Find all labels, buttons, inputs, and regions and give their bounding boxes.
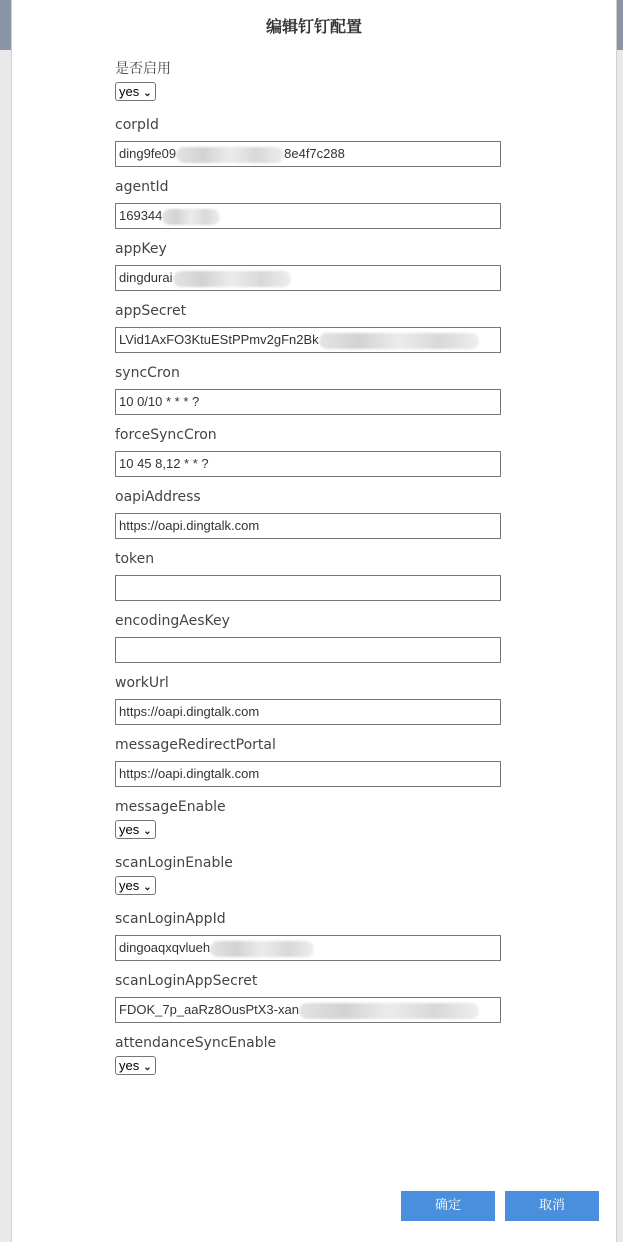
backdrop-top-left	[0, 0, 11, 50]
synccron-label: syncCron	[115, 365, 180, 381]
oapiaddress-label: oapiAddress	[115, 489, 201, 505]
scanloginappid-input[interactable]: dingoaqxqvlueh	[115, 935, 501, 961]
messageredirectportal-label: messageRedirectPortal	[115, 737, 276, 753]
backdrop-top-right	[617, 0, 623, 50]
field-oapiaddress	[115, 488, 501, 539]
chevron-down-icon: ⌄	[143, 1062, 152, 1073]
workurl-label: workUrl	[115, 675, 169, 691]
dialog-title: 编辑钉钉配置	[265, 17, 362, 36]
messageredirectportal-input[interactable]: https://oapi.dingtalk.com	[115, 761, 501, 787]
field-messageredirectportal	[115, 736, 501, 787]
scanloginappsecret-input[interactable]: FDOK_7p_aaRz8OusPtX3-xan	[115, 997, 501, 1023]
field-agentid	[115, 178, 501, 229]
scanloginenable-select[interactable]: yes ⌄	[115, 876, 156, 895]
redacted-blur	[176, 147, 284, 163]
appkey-label: appKey	[115, 241, 167, 257]
chevron-down-icon: ⌄	[143, 88, 152, 99]
chevron-down-icon: ⌄	[143, 826, 152, 837]
field-attendancesyncenable	[115, 1034, 276, 1075]
encodingaeskey-input[interactable]	[115, 637, 501, 663]
synccron-input[interactable]: 10 0/10 * * * ?	[115, 389, 501, 415]
field-enabled	[115, 60, 171, 101]
redacted-blur	[319, 333, 479, 349]
chevron-down-icon: ⌄	[143, 882, 152, 893]
agentid-input[interactable]: 169344	[115, 203, 501, 229]
edit-dingtalk-config-dialog	[11, 0, 617, 1242]
attendancesyncenable-label: attendanceSyncEnable	[115, 1035, 277, 1051]
scanloginenable-label: scanLoginEnable	[115, 855, 233, 871]
field-corpid	[115, 116, 501, 167]
field-scanloginappid	[115, 910, 501, 961]
cancel-button[interactable]: 取消	[505, 1191, 599, 1221]
field-scanloginappsecret	[115, 972, 501, 1023]
redacted-blur	[299, 1003, 479, 1019]
field-scanloginenable	[115, 854, 233, 895]
scanloginappid-label: scanLoginAppId	[115, 911, 226, 927]
token-input[interactable]	[115, 575, 501, 601]
field-token	[115, 550, 501, 601]
messageenable-select[interactable]: yes ⌄	[115, 820, 156, 839]
appkey-input[interactable]: dingdurai	[115, 265, 501, 291]
enabled-label: 是否启用	[115, 61, 171, 77]
appsecret-label: appSecret	[115, 303, 187, 319]
appsecret-input[interactable]: LVid1AxFO3KtuEStPPmv2gFn2Bk	[115, 327, 501, 353]
redacted-blur	[162, 209, 220, 225]
corpid-label: corpId	[115, 117, 159, 133]
field-synccron	[115, 364, 501, 415]
field-workurl	[115, 674, 501, 725]
messageenable-label: messageEnable	[115, 799, 226, 815]
redacted-blur	[210, 941, 314, 957]
backdrop-left	[0, 50, 11, 1242]
field-appkey	[115, 240, 501, 291]
enabled-select[interactable]: yes ⌄	[115, 82, 156, 101]
field-appsecret	[115, 302, 501, 353]
field-encodingaeskey	[115, 612, 501, 663]
attendancesyncenable-select[interactable]: yes ⌄	[115, 1056, 156, 1075]
scanloginappsecret-label: scanLoginAppSecret	[115, 973, 258, 989]
oapiaddress-input[interactable]: https://oapi.dingtalk.com	[115, 513, 501, 539]
redacted-blur	[173, 271, 291, 287]
field-forcesynccron	[115, 426, 501, 477]
field-messageenable	[115, 798, 226, 839]
confirm-button[interactable]: 确定	[401, 1191, 495, 1221]
forcesynccron-input[interactable]: 10 45 8,12 * * ?	[115, 451, 501, 477]
corpid-input[interactable]: ding9fe09 8e4f7c288	[115, 141, 501, 167]
forcesynccron-label: forceSyncCron	[115, 427, 217, 443]
token-label: token	[115, 551, 155, 567]
agentid-label: agentId	[115, 179, 169, 195]
encodingaeskey-label: encodingAesKey	[115, 613, 230, 629]
workurl-input[interactable]: https://oapi.dingtalk.com	[115, 699, 501, 725]
backdrop-right	[617, 50, 623, 1242]
